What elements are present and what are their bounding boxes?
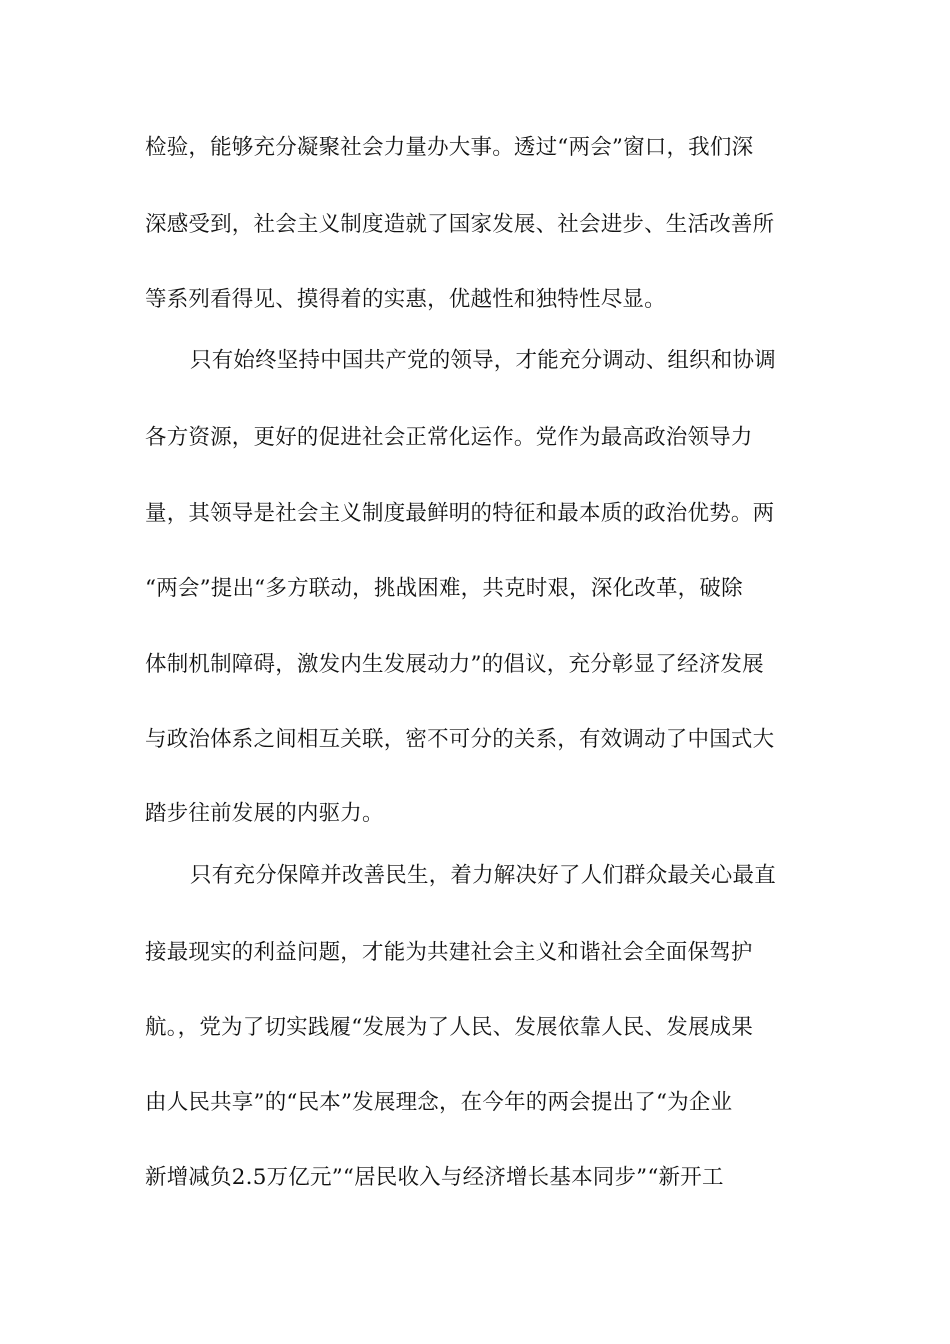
text-line: 各方资源，更好的促进社会正常化运作。党作为最高政治领导力 [145,425,753,450]
text-line: 深感受到，社会主义制度造就了国家发展、社会进步、生活改善所 [145,212,775,237]
paragraph-first-line: 只有充分保障并改善民生，着力解决好了人们群众最关心最直 [190,863,776,888]
text-line: “两会”提出“多方联动，挑战困难，共克时艰，深化改革，破除 [145,576,743,601]
text-line: 与政治体系之间相互关联，密不可分的关系，有效调动了中国式大 [145,727,775,752]
text-line: 新增减负2.5万亿元”“居民收入与经济增长基本同步”“新开工 [145,1165,724,1190]
text-line: 体制机制障碍，激发内生发展动力”的倡议，充分彰显了经济发展 [145,652,764,677]
text-line: 航。，党为了切实践履“发展为了人民、发展依靠人民、发展成果 [145,1015,754,1040]
text-line: 检验，能够充分凝聚社会力量办大事。透过“两会”窗口，我们深 [145,135,754,160]
text-line: 接最现实的利益问题，才能为共建社会主义和谐社会全面保驾护 [145,940,753,965]
text-line: 踏步往前发展的内驱力。 [145,801,384,826]
paragraph-first-line: 只有始终坚持中国共产党的领导，才能充分调动、组织和协调 [190,348,776,373]
text-line: 等系列看得见、摸得着的实惠，优越性和独特性尽显。 [145,287,666,312]
text-line: 量，其领导是社会主义制度最鲜明的特征和最本质的政治优势。两 [145,501,775,526]
text-line: 由人民共享”的“民本”发展理念，在今年的两会提出了“为企业 [145,1090,733,1115]
